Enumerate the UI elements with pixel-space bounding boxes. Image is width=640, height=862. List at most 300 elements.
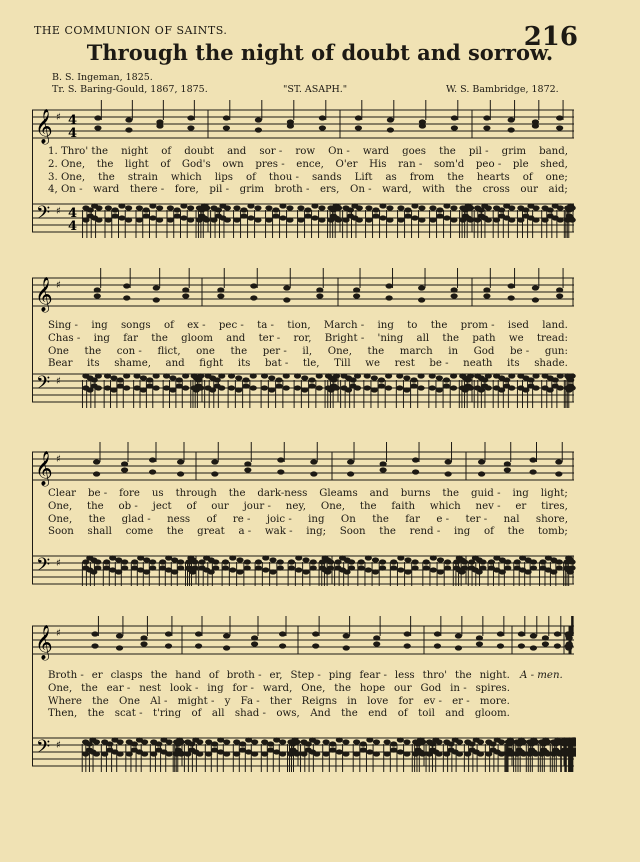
lyric-syllable: the <box>455 670 472 681</box>
bass-clef-icon: 𝄢 <box>36 203 51 228</box>
note-head <box>233 205 240 210</box>
note-head <box>106 741 113 746</box>
lyric-syllable: in <box>347 695 357 707</box>
note-head <box>557 205 564 210</box>
lyric-syllable: strain <box>127 171 158 183</box>
note-head <box>178 751 185 756</box>
lyric-syllable: the <box>372 513 389 525</box>
lyric-syllable: of <box>246 171 256 183</box>
note-head <box>498 387 505 392</box>
note-head <box>149 559 156 564</box>
note-head <box>508 283 515 288</box>
note-head <box>557 217 564 222</box>
note-head <box>182 373 189 378</box>
note-head <box>404 557 411 562</box>
note-head <box>404 643 411 648</box>
lyric-syllable: in <box>448 345 459 357</box>
note-head <box>187 115 194 120</box>
lyric-syllable: jour - <box>243 500 271 512</box>
lyric-syllable: for <box>398 695 414 707</box>
lyric-syllable: shame, <box>114 358 151 370</box>
note-head <box>333 373 340 378</box>
time-signature: 4 <box>68 206 78 221</box>
note-head <box>312 643 319 648</box>
note-head <box>169 375 176 380</box>
note-head <box>508 373 515 378</box>
note-head <box>126 751 133 756</box>
lyric-syllable: Bear <box>48 358 73 370</box>
note-head <box>195 631 202 636</box>
lyric-syllable: of <box>522 171 533 183</box>
note-head <box>387 127 394 132</box>
lyric-syllable: the <box>87 708 105 720</box>
lyric-syllable: God <box>420 682 442 694</box>
note-head <box>301 387 308 392</box>
lyric-syllable: peo - <box>475 158 502 170</box>
note-head <box>373 641 380 646</box>
lyric-syllable: con - <box>116 345 142 357</box>
lyric-syllable: as <box>385 171 397 183</box>
lyric-syllable: with <box>422 184 445 196</box>
lyric-syllable: the <box>92 695 109 707</box>
note-head <box>211 471 218 476</box>
note-head <box>293 751 300 756</box>
note-head <box>269 569 276 574</box>
note-head <box>313 751 320 756</box>
lyric-syllable: hope <box>359 682 386 694</box>
note-head <box>508 205 515 210</box>
note-head <box>316 287 323 292</box>
note-head <box>247 215 254 220</box>
lyric-syllable: be - <box>510 345 530 357</box>
lyric-syllable: ward <box>93 184 120 196</box>
lyric-syllable: night. <box>479 670 510 681</box>
note-glyphs <box>82 555 575 586</box>
note-head <box>251 751 258 756</box>
note-head <box>212 565 219 570</box>
lyric-syllable: ows, <box>276 708 300 720</box>
lyric-syllable: through <box>175 488 217 499</box>
note-head <box>265 217 272 222</box>
lyric-syllable: ear - <box>106 682 131 694</box>
lyric-syllable: glad - <box>121 513 151 525</box>
note-head <box>498 739 505 744</box>
note-head <box>461 565 468 570</box>
note-head <box>255 127 262 132</box>
note-head <box>155 741 162 746</box>
note-head <box>541 217 548 222</box>
note-head <box>443 203 450 208</box>
note-head <box>503 377 510 382</box>
note-head <box>483 125 490 130</box>
note-glyphs <box>94 100 563 133</box>
lyric-syllable: the <box>88 513 106 525</box>
lyric-syllable: its <box>87 358 100 370</box>
lyric-syllable: and <box>369 488 389 499</box>
note-head <box>366 737 373 742</box>
note-head <box>365 555 372 560</box>
note-head <box>91 631 98 636</box>
lyric-syllable: nal <box>503 513 520 525</box>
lyric-syllable: of <box>191 708 202 720</box>
lyric-line <box>48 708 510 721</box>
lyric-syllable: for - <box>232 682 254 694</box>
note-head <box>255 117 262 122</box>
note-head <box>295 567 302 572</box>
note-head <box>223 645 230 650</box>
note-head <box>222 559 229 564</box>
note-head <box>121 559 128 564</box>
note-head <box>461 559 468 564</box>
note-head <box>240 207 247 212</box>
note-head <box>262 567 269 572</box>
note-head <box>390 559 397 564</box>
note-head <box>411 215 418 220</box>
note-head <box>153 373 160 378</box>
lyric-syllable: broth - <box>226 670 262 681</box>
note-head <box>156 123 163 128</box>
note-head <box>569 205 576 210</box>
note-head <box>140 635 147 640</box>
lyric-syllable: there - <box>129 184 165 196</box>
note-head <box>233 217 240 222</box>
lyric-syllable: row <box>295 146 316 157</box>
lyric-syllable: bat - <box>264 358 289 370</box>
note-head <box>343 569 350 574</box>
note-head <box>277 457 284 462</box>
section-heading: THE COMMUNION OF SAINTS. <box>34 24 228 37</box>
lyric-syllable: of <box>161 146 172 157</box>
lyric-syllable: be - <box>87 488 108 499</box>
note-head <box>371 387 378 392</box>
note-head <box>125 127 132 132</box>
note-head <box>242 383 249 388</box>
note-head <box>530 645 537 650</box>
lyric-syllable: which <box>429 500 461 512</box>
note-head <box>403 751 410 756</box>
note-head <box>312 631 319 636</box>
note-head <box>235 387 242 392</box>
lyric-syllable: God <box>473 345 495 357</box>
note-head <box>418 285 425 290</box>
note-head <box>347 459 354 464</box>
note-head <box>279 203 286 208</box>
note-head <box>295 555 302 560</box>
note-head <box>566 631 573 636</box>
note-head <box>444 565 451 570</box>
note-head <box>236 557 243 562</box>
note-head <box>355 125 362 130</box>
lyric-syllable: flict, <box>157 345 181 357</box>
note-head <box>279 215 286 220</box>
treble-clef-icon: 𝄞 <box>35 277 53 312</box>
lyric-syllable: y <box>224 695 231 707</box>
lyric-syllable: 3. One, <box>48 171 86 183</box>
note-head <box>569 385 576 390</box>
lyric-syllable: path <box>472 332 496 344</box>
lyric-syllable: Broth - <box>48 670 84 681</box>
note-head <box>244 565 251 570</box>
note-head <box>467 205 474 210</box>
lyric-syllable: lips <box>214 171 234 183</box>
note-head <box>316 293 323 298</box>
lyric-syllable: of <box>163 320 174 331</box>
lyric-syllable: Soon <box>48 526 74 538</box>
note-head <box>308 377 315 382</box>
note-head <box>450 205 457 210</box>
note-head <box>141 739 148 744</box>
note-head <box>153 285 160 290</box>
lyric-line <box>48 346 568 359</box>
note-head <box>117 739 124 744</box>
lyric-syllable: the <box>81 682 98 694</box>
note-head <box>456 751 463 756</box>
note-head <box>397 737 404 742</box>
note-head <box>552 377 559 382</box>
lyric-syllable: night <box>121 146 149 157</box>
note-head <box>95 205 102 210</box>
note-head <box>333 385 340 390</box>
lyric-syllable: And <box>310 708 331 720</box>
note-head <box>498 207 505 212</box>
note-head <box>547 387 554 392</box>
note-head <box>262 555 269 560</box>
lyric-syllable: One, <box>327 345 352 357</box>
lyric-line <box>48 159 568 172</box>
note-head <box>386 283 393 288</box>
note-head <box>203 205 210 210</box>
lyric-syllable: light <box>125 158 149 170</box>
note-head <box>497 643 504 648</box>
note-head <box>443 215 450 220</box>
lyrics-system-3 <box>48 488 568 539</box>
note-head <box>269 557 276 562</box>
note-head <box>294 373 301 378</box>
note-head <box>443 377 450 382</box>
lyric-syllable: gloom. <box>474 708 510 720</box>
note-head <box>404 213 411 218</box>
note-head <box>133 373 140 378</box>
note-glyphs <box>82 373 576 408</box>
note-head <box>532 297 539 302</box>
note-head <box>527 377 534 382</box>
lyric-syllable: of <box>483 526 494 538</box>
lyric-syllable: aid; <box>548 184 568 196</box>
lyric-syllable: 'ning <box>377 332 404 344</box>
note-head <box>483 287 490 292</box>
note-head <box>149 565 156 570</box>
note-head <box>508 127 515 132</box>
key-sharp-icon: ♯ <box>56 628 61 639</box>
note-head <box>279 631 286 636</box>
note-head <box>522 207 529 212</box>
note-head <box>182 293 189 298</box>
note-head <box>485 217 492 222</box>
note-head <box>311 203 318 208</box>
note-head <box>532 123 539 128</box>
note-head <box>218 373 225 378</box>
note-head <box>244 467 251 472</box>
note-head <box>235 375 242 380</box>
bass-clef-icon: 𝄢 <box>36 555 51 580</box>
lyric-syllable: great <box>197 526 225 538</box>
note-head <box>93 459 100 464</box>
note-head <box>261 385 268 390</box>
note-head <box>379 565 386 570</box>
note-head <box>250 373 257 378</box>
lyric-syllable: ing <box>512 488 529 499</box>
note-head <box>348 565 355 570</box>
note-head <box>251 739 258 744</box>
treble-clef-icon: 𝄞 <box>35 625 53 660</box>
note-head <box>365 567 372 572</box>
note-head <box>250 283 257 288</box>
lyric-syllable: shad - <box>234 708 266 720</box>
note-head <box>343 633 350 638</box>
note-head <box>364 373 371 378</box>
note-head <box>504 461 511 466</box>
lyric-syllable: gloom <box>181 332 213 344</box>
lyric-syllable: One, <box>48 682 73 694</box>
note-head <box>319 115 326 120</box>
note-head <box>319 125 326 130</box>
lyric-syllable: guid - <box>470 488 501 499</box>
note-head <box>404 569 411 574</box>
lyric-syllable: the <box>455 184 473 196</box>
note-head <box>209 387 216 392</box>
note-head <box>277 559 284 564</box>
note-head <box>123 385 130 390</box>
note-head <box>196 751 203 756</box>
lyric-syllable: shall <box>87 526 112 538</box>
note-head <box>163 373 170 378</box>
lyric-line <box>48 333 568 346</box>
note-head <box>557 385 564 390</box>
note-head <box>436 207 443 212</box>
note-head <box>532 373 539 378</box>
translator-credit: Tr. S. Baring-Gould, 1867, 1875. <box>52 84 208 95</box>
note-head <box>378 383 385 388</box>
note-head <box>272 213 279 218</box>
note-head <box>397 749 404 754</box>
note-head <box>380 461 387 466</box>
note-head <box>353 293 360 298</box>
lyric-syllable: and <box>227 146 247 157</box>
note-head <box>229 555 236 560</box>
note-head <box>451 115 458 120</box>
lyric-syllable: ney, <box>285 500 307 512</box>
lyric-syllable: might - <box>177 695 215 707</box>
treble-clef-icon: 𝄞 <box>35 109 53 144</box>
amen-label: A - men. <box>520 670 563 681</box>
lyric-syllable: ple <box>512 158 529 170</box>
lyric-syllable: One <box>119 695 140 707</box>
note-head <box>178 739 185 744</box>
note-head <box>497 631 504 636</box>
note-head <box>530 565 537 570</box>
note-head <box>279 739 286 744</box>
note-head <box>450 373 457 378</box>
note-head <box>196 739 203 744</box>
lyric-syllable: 1. Thro' the <box>48 146 109 157</box>
note-head <box>318 205 325 210</box>
note-head <box>379 559 386 564</box>
lyric-syllable: less <box>394 670 415 681</box>
note-head <box>373 739 380 744</box>
note-head <box>412 457 419 462</box>
lyric-syllable: its <box>237 358 251 370</box>
note-head <box>143 207 150 212</box>
lyric-syllable: ter - <box>258 332 281 344</box>
lyric-line <box>48 358 568 371</box>
note-head <box>297 217 304 222</box>
note-head <box>255 565 262 570</box>
lyric-syllable: all <box>211 708 225 720</box>
hymn-title: Through the night of doubt and sorrow. <box>86 40 554 65</box>
note-head <box>419 739 426 744</box>
note-head <box>554 631 561 636</box>
note-head <box>223 115 230 120</box>
time-signature: 4 <box>68 219 78 234</box>
note-head <box>436 213 443 218</box>
lyric-syllable: One, <box>48 500 73 512</box>
note-head <box>118 215 125 220</box>
note-head <box>386 217 393 222</box>
note-head <box>131 741 138 746</box>
note-head <box>304 207 311 212</box>
lyric-syllable: rend - <box>409 526 441 538</box>
note-head <box>390 741 397 746</box>
note-head <box>218 385 225 390</box>
bass-clef-icon: 𝄢 <box>36 737 51 762</box>
note-head <box>95 385 102 390</box>
lyric-syllable: ping <box>328 670 352 681</box>
lyric-syllable: One, <box>48 513 73 525</box>
note-head <box>250 295 257 300</box>
note-head <box>153 385 160 390</box>
lyric-syllable: the <box>359 500 377 512</box>
note-head <box>556 293 563 298</box>
lyric-syllable: the <box>341 708 358 720</box>
lyric-syllable: t'ring <box>152 708 182 720</box>
lyric-syllable: to <box>407 320 418 331</box>
lyric-syllable: re - <box>232 513 251 525</box>
lyric-syllable: som'd <box>433 158 465 170</box>
note-head <box>485 205 492 210</box>
note-head <box>104 373 111 378</box>
note-head <box>566 643 573 648</box>
note-head <box>116 645 123 650</box>
note-head <box>556 125 563 130</box>
note-head <box>308 383 315 388</box>
note-head <box>275 383 282 388</box>
note-head <box>93 471 100 476</box>
composer-credit: W. S. Bambridge, 1872. <box>446 84 559 95</box>
note-head <box>327 565 334 570</box>
note-head <box>532 205 539 210</box>
note-head <box>360 747 367 752</box>
lyric-syllable: the <box>439 146 456 157</box>
lyric-syllable: ing <box>453 526 471 538</box>
lyric-syllable: er - <box>452 695 470 707</box>
lyric-syllable: our <box>394 682 412 694</box>
note-head <box>166 739 173 744</box>
lyric-syllable: sands <box>311 171 342 183</box>
lyric-syllable: of <box>397 708 408 720</box>
note-head <box>94 115 101 120</box>
note-head <box>372 213 379 218</box>
note-head <box>356 205 363 210</box>
